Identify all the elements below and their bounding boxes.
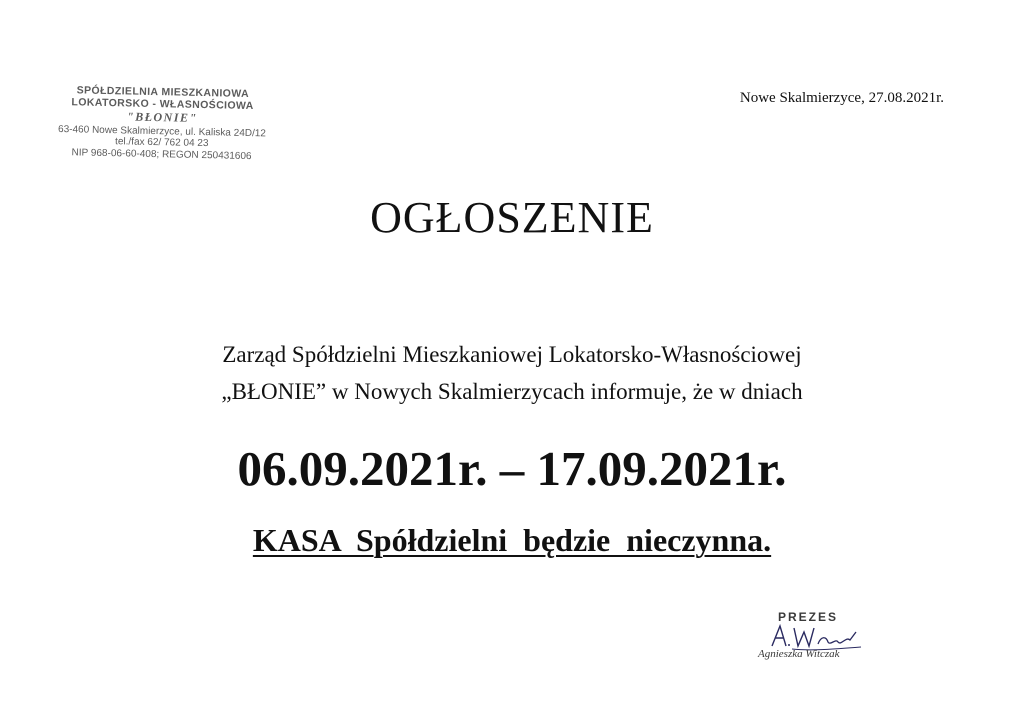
intro-line: „BŁONIE” w Nowych Skalmierzycach informuje, że w dniach <box>221 378 803 404</box>
intro-paragraph <box>0 337 1024 411</box>
closure-notice-text: KASA Spółdzielni będzie nieczynna. <box>252 522 772 558</box>
closure-notice <box>0 522 1024 559</box>
place-and-date: Nowe Skalmierzyce, 27.08.2021r. <box>739 90 944 106</box>
stamp-phone: tel./fax 62/ 762 04 23 <box>114 136 209 150</box>
cooperative-stamp <box>57 84 268 162</box>
signature-role: PREZES <box>778 610 839 624</box>
closure-date-range: 06.09.2021r. – 17.09.2021r. <box>237 441 787 496</box>
stamp-line: "BŁONIE" <box>126 109 198 126</box>
document-title: OGŁOSZENIE <box>370 193 654 242</box>
stamp-line: LOKATORSKO - WŁASNOŚCIOWA <box>71 96 254 113</box>
stamp-line: SPÓŁDZIELNIA MIESZKANIOWA <box>76 84 250 101</box>
stamp-tax-ids: NIP 968-06-60-408; REGON 250431606 <box>71 147 252 162</box>
signature-block <box>756 610 876 670</box>
intro-line: Zarząd Spółdzielni Mieszkaniowej Lokatorsko-Własnościowej <box>222 342 802 367</box>
signatory-name: Agnieszka Witczak <box>758 648 840 660</box>
stamp-address: 63-460 Nowe Skalmierzyce, ul. Kaliska 24D/12 <box>57 123 267 140</box>
